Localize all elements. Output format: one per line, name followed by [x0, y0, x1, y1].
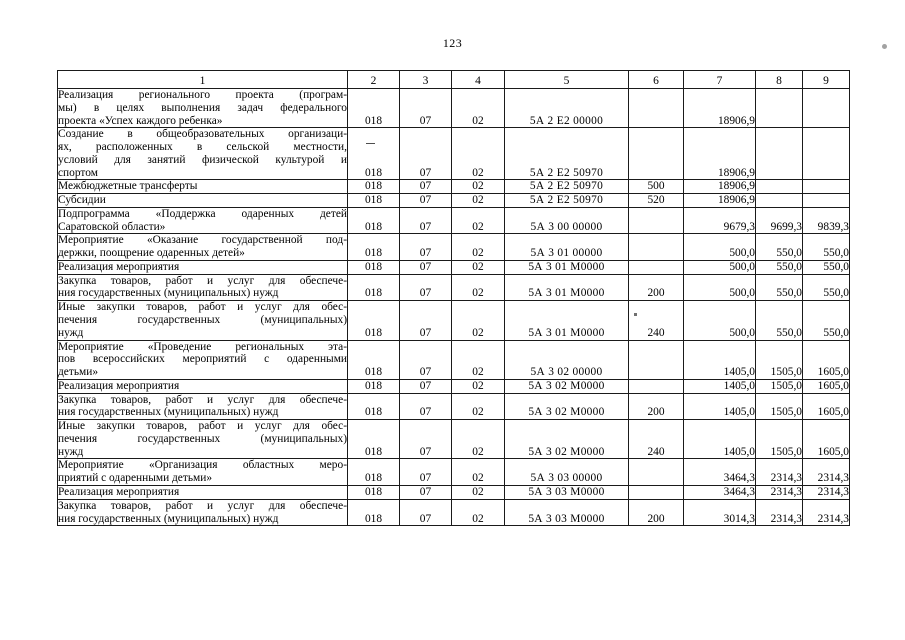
- row-name-cell: [58, 260, 348, 274]
- row-chapter-cell: 018: [348, 274, 400, 301]
- table-row: [58, 234, 850, 261]
- row-amount-year1-cell: 500,0: [684, 234, 756, 261]
- row-amount-year2-cell: [756, 194, 803, 208]
- row-subsection-cell: 02: [452, 379, 505, 393]
- row-name-line: печения государственных (муниципальных): [58, 432, 347, 445]
- row-expense-type-cell: [629, 485, 684, 499]
- row-name-cell: [58, 128, 348, 180]
- row-expense-type-cell: [629, 128, 684, 180]
- row-amount-year3-cell: 550,0: [803, 260, 850, 274]
- row-chapter-cell: 018: [348, 499, 400, 526]
- row-target-code-cell: 5А 2 Е2 50970: [505, 180, 629, 194]
- row-subsection-cell: 02: [452, 274, 505, 301]
- row-name-line: проекта «Успех каждого ребенка»: [58, 114, 223, 127]
- table-row: [58, 420, 850, 459]
- row-amount-year1-cell: 3464,3: [684, 485, 756, 499]
- row-amount-year3-cell: 1605,0: [803, 420, 850, 459]
- row-section-cell: 07: [400, 207, 452, 234]
- row-target-code-cell: 5А 2 Е2 50970: [505, 128, 629, 180]
- col-header-2: 2: [348, 71, 400, 89]
- row-name-line: ния государственных (муниципальных) нужд: [58, 287, 279, 300]
- row-amount-year2-cell: [756, 128, 803, 180]
- row-target-code-cell: 5А 3 03 M0000: [505, 485, 629, 499]
- row-chapter-cell: 018: [348, 301, 400, 340]
- row-chapter-cell: 018: [348, 128, 400, 180]
- row-name-line: Закупка товаров, работ и услуг для обеспече-: [58, 393, 347, 406]
- row-target-code-cell: 5А 3 03 M0000: [505, 499, 629, 526]
- row-name-cell: [58, 499, 348, 526]
- row-section-cell: 07: [400, 459, 452, 486]
- table-row: [58, 194, 850, 208]
- row-section-cell: 07: [400, 128, 452, 180]
- row-subsection-cell: 02: [452, 485, 505, 499]
- row-subsection-cell: 02: [452, 393, 505, 420]
- row-name-line: Закупка товаров, работ и услуг для обеспече-: [58, 274, 347, 287]
- row-subsection-cell: 02: [452, 260, 505, 274]
- table-row: [58, 379, 850, 393]
- col-header-7: 7: [684, 71, 756, 89]
- table-header-row: [58, 71, 850, 89]
- row-amount-year1-cell: 3014,3: [684, 499, 756, 526]
- row-chapter-cell: 018: [348, 234, 400, 261]
- row-subsection-cell: 02: [452, 499, 505, 526]
- row-amount-year2-cell: 2314,3: [756, 459, 803, 486]
- row-name-cell: [58, 207, 348, 234]
- row-target-code-cell: 5А 3 00 00000: [505, 207, 629, 234]
- row-target-code-cell: 5А 3 02 M0000: [505, 420, 629, 459]
- row-amount-year2-cell: [756, 180, 803, 194]
- row-target-code-cell: 5А 3 02 M0000: [505, 393, 629, 420]
- row-name-cell: [58, 420, 348, 459]
- col-header-8: 8: [756, 71, 803, 89]
- row-amount-year2-cell: [756, 89, 803, 128]
- row-amount-year2-cell: 550,0: [756, 260, 803, 274]
- row-amount-year2-cell: 9699,3: [756, 207, 803, 234]
- row-amount-year1-cell: 18906,9: [684, 128, 756, 180]
- table-row: [58, 260, 850, 274]
- row-name-line: Реализация мероприятия: [58, 260, 180, 273]
- col-header-3: 3: [400, 71, 452, 89]
- row-chapter-cell: 018: [348, 379, 400, 393]
- row-amount-year3-cell: 1605,0: [803, 379, 850, 393]
- row-amount-year1-cell: 1405,0: [684, 393, 756, 420]
- col-header-4: 4: [452, 71, 505, 89]
- row-chapter-cell: 018: [348, 180, 400, 194]
- row-name-line: Мероприятие «Проведение региональных эта-: [58, 340, 347, 353]
- table-row: [58, 89, 850, 128]
- row-name-cell: [58, 194, 348, 208]
- row-name-line: Закупка товаров, работ и услуг для обеспече-: [58, 499, 347, 512]
- table-row: [58, 128, 850, 180]
- row-expense-type-cell: 200: [629, 274, 684, 301]
- row-amount-year2-cell: 2314,3: [756, 499, 803, 526]
- row-target-code-cell: 5А 3 01 M0000: [505, 301, 629, 340]
- table-row: [58, 340, 850, 379]
- row-section-cell: 07: [400, 274, 452, 301]
- budget-table-container: [57, 70, 849, 526]
- row-name-line: условий для занятий физической культурой и: [58, 153, 347, 166]
- row-target-code-cell: 5А 3 03 00000: [505, 459, 629, 486]
- row-name-line: Мероприятие «Оказание государственной под-: [58, 234, 347, 247]
- row-amount-year2-cell: 1505,0: [756, 340, 803, 379]
- row-amount-year3-cell: [803, 89, 850, 128]
- row-amount-year1-cell: 500,0: [684, 260, 756, 274]
- page-number: 123: [442, 36, 463, 50]
- row-chapter-cell: 018: [348, 485, 400, 499]
- row-name-line: Создание в общеобразовательных организаци-: [58, 128, 347, 141]
- row-name-cell: [58, 274, 348, 301]
- row-section-cell: 07: [400, 89, 452, 128]
- row-expense-type-cell: [629, 207, 684, 234]
- row-amount-year3-cell: 2314,3: [803, 459, 850, 486]
- row-amount-year2-cell: 550,0: [756, 274, 803, 301]
- row-chapter-cell: 018: [348, 207, 400, 234]
- row-name-cell: [58, 234, 348, 261]
- row-chapter-cell: 018: [348, 89, 400, 128]
- row-target-code-cell: 5А 2 Е2 50970: [505, 194, 629, 208]
- col-header-1: 1: [58, 71, 348, 89]
- row-amount-year1-cell: 3464,3: [684, 459, 756, 486]
- row-section-cell: 07: [400, 260, 452, 274]
- row-amount-year2-cell: 1505,0: [756, 420, 803, 459]
- row-amount-year3-cell: [803, 180, 850, 194]
- row-name-line: Реализация мероприятия: [58, 379, 180, 392]
- row-name-line: держки, поощрение одаренных детей»: [58, 247, 245, 260]
- row-expense-type-cell: [629, 459, 684, 486]
- row-name-line: Субсидии: [58, 194, 106, 207]
- row-expense-type-cell: [629, 379, 684, 393]
- row-amount-year3-cell: 2314,3: [803, 485, 850, 499]
- row-name-line: приятий с одаренными детьми»: [58, 472, 213, 485]
- row-name-cell: [58, 393, 348, 420]
- row-name-cell: [58, 301, 348, 340]
- row-name-line: детьми»: [58, 366, 99, 379]
- table-row: [58, 180, 850, 194]
- row-section-cell: 07: [400, 485, 452, 499]
- row-name-line: печения государственных (муниципальных): [58, 314, 347, 327]
- row-section-cell: 07: [400, 234, 452, 261]
- row-name-line: пов всероссийских мероприятий с одаренными: [58, 353, 347, 366]
- row-amount-year2-cell: 2314,3: [756, 485, 803, 499]
- table-row: [58, 274, 850, 301]
- col-header-5: 5: [505, 71, 629, 89]
- row-name-line: нужд: [58, 445, 84, 458]
- row-subsection-cell: 02: [452, 180, 505, 194]
- row-name-cell: [58, 340, 348, 379]
- row-subsection-cell: 02: [452, 207, 505, 234]
- row-name-cell: [58, 459, 348, 486]
- scan-artifact-speck: [634, 313, 637, 316]
- row-name-line: ния государственных (муниципальных) нужд: [58, 512, 279, 525]
- row-amount-year2-cell: 1505,0: [756, 393, 803, 420]
- row-subsection-cell: 02: [452, 89, 505, 128]
- row-name-line: Межбюджетные трансферты: [58, 180, 198, 193]
- budget-table: [57, 70, 850, 526]
- row-amount-year1-cell: 18906,9: [684, 89, 756, 128]
- row-target-code-cell: 5А 3 02 00000: [505, 340, 629, 379]
- col-header-9: 9: [803, 71, 850, 89]
- row-amount-year3-cell: 1605,0: [803, 340, 850, 379]
- row-section-cell: 07: [400, 420, 452, 459]
- row-name-line: ния государственных (муниципальных) нужд: [58, 406, 279, 419]
- row-amount-year1-cell: 1405,0: [684, 340, 756, 379]
- row-amount-year3-cell: 550,0: [803, 274, 850, 301]
- row-subsection-cell: 02: [452, 194, 505, 208]
- row-amount-year3-cell: [803, 128, 850, 180]
- table-row: [58, 499, 850, 526]
- row-chapter-cell: 018: [348, 393, 400, 420]
- row-amount-year1-cell: 9679,3: [684, 207, 756, 234]
- row-expense-type-cell: 200: [629, 499, 684, 526]
- row-amount-year1-cell: 18906,9: [684, 180, 756, 194]
- row-amount-year3-cell: 550,0: [803, 234, 850, 261]
- row-name-line: Мероприятие «Организация областных меро-: [58, 459, 347, 472]
- row-chapter-cell: 018: [348, 194, 400, 208]
- row-expense-type-cell: 500: [629, 180, 684, 194]
- table-row: [58, 207, 850, 234]
- row-name-line: спортом: [58, 166, 98, 179]
- row-name-line: Иные закупки товаров, работ и услуг для обес-: [58, 420, 347, 433]
- row-name-line: Иные закупки товаров, работ и услуг для обес-: [58, 301, 347, 314]
- row-expense-type-cell: 200: [629, 393, 684, 420]
- row-subsection-cell: 02: [452, 301, 505, 340]
- scan-artifact-dash: [366, 143, 375, 144]
- row-chapter-cell: 018: [348, 459, 400, 486]
- table-row: [58, 485, 850, 499]
- row-amount-year3-cell: 9839,3: [803, 207, 850, 234]
- row-amount-year3-cell: 550,0: [803, 301, 850, 340]
- row-section-cell: 07: [400, 499, 452, 526]
- row-target-code-cell: 5А 3 01 00000: [505, 234, 629, 261]
- row-name-cell: [58, 379, 348, 393]
- row-amount-year1-cell: 18906,9: [684, 194, 756, 208]
- row-name-line: Саратовской области»: [58, 220, 166, 233]
- row-amount-year1-cell: 500,0: [684, 301, 756, 340]
- row-name-line: Реализация регионального проекта (програм-: [58, 89, 347, 101]
- row-name-cell: [58, 180, 348, 194]
- row-section-cell: 07: [400, 301, 452, 340]
- row-chapter-cell: 018: [348, 260, 400, 274]
- row-section-cell: 07: [400, 340, 452, 379]
- row-section-cell: 07: [400, 393, 452, 420]
- table-row: [58, 393, 850, 420]
- row-target-code-cell: 5А 2 Е2 00000: [505, 89, 629, 128]
- row-name-cell: [58, 485, 348, 499]
- row-amount-year2-cell: 550,0: [756, 234, 803, 261]
- scan-artifact-dot: [882, 44, 887, 49]
- row-name-line: Реализация мероприятия: [58, 485, 180, 498]
- row-name-line: нужд: [58, 326, 84, 339]
- row-amount-year1-cell: 500,0: [684, 274, 756, 301]
- row-amount-year3-cell: 1605,0: [803, 393, 850, 420]
- row-amount-year3-cell: [803, 194, 850, 208]
- row-target-code-cell: 5А 3 01 M0000: [505, 260, 629, 274]
- row-expense-type-cell: 520: [629, 194, 684, 208]
- row-name-line: Подпрограмма «Поддержка одаренных детей: [58, 207, 347, 220]
- row-subsection-cell: 02: [452, 459, 505, 486]
- row-amount-year2-cell: 550,0: [756, 301, 803, 340]
- row-section-cell: 07: [400, 379, 452, 393]
- row-name-line: ях, расположенных в сельской местности,: [58, 141, 347, 154]
- row-target-code-cell: 5А 3 02 M0000: [505, 379, 629, 393]
- row-amount-year1-cell: 1405,0: [684, 379, 756, 393]
- table-row: [58, 459, 850, 486]
- row-chapter-cell: 018: [348, 420, 400, 459]
- row-section-cell: 07: [400, 180, 452, 194]
- row-name-cell: [58, 89, 348, 128]
- row-expense-type-cell: [629, 89, 684, 128]
- table-row: [58, 301, 850, 340]
- row-name-line: мы) в целях выполнения задач федерального: [58, 101, 347, 114]
- row-subsection-cell: 02: [452, 128, 505, 180]
- row-subsection-cell: 02: [452, 340, 505, 379]
- row-amount-year3-cell: 2314,3: [803, 499, 850, 526]
- row-section-cell: 07: [400, 194, 452, 208]
- row-expense-type-cell: [629, 234, 684, 261]
- row-amount-year1-cell: 1405,0: [684, 420, 756, 459]
- row-expense-type-cell: [629, 340, 684, 379]
- row-expense-type-cell: [629, 260, 684, 274]
- row-target-code-cell: 5А 3 01 M0000: [505, 274, 629, 301]
- row-chapter-cell: 018: [348, 340, 400, 379]
- row-amount-year2-cell: 1505,0: [756, 379, 803, 393]
- row-expense-type-cell: 240: [629, 420, 684, 459]
- row-expense-type-cell: 240: [629, 301, 684, 340]
- row-subsection-cell: 02: [452, 420, 505, 459]
- row-subsection-cell: 02: [452, 234, 505, 261]
- col-header-6: 6: [629, 71, 684, 89]
